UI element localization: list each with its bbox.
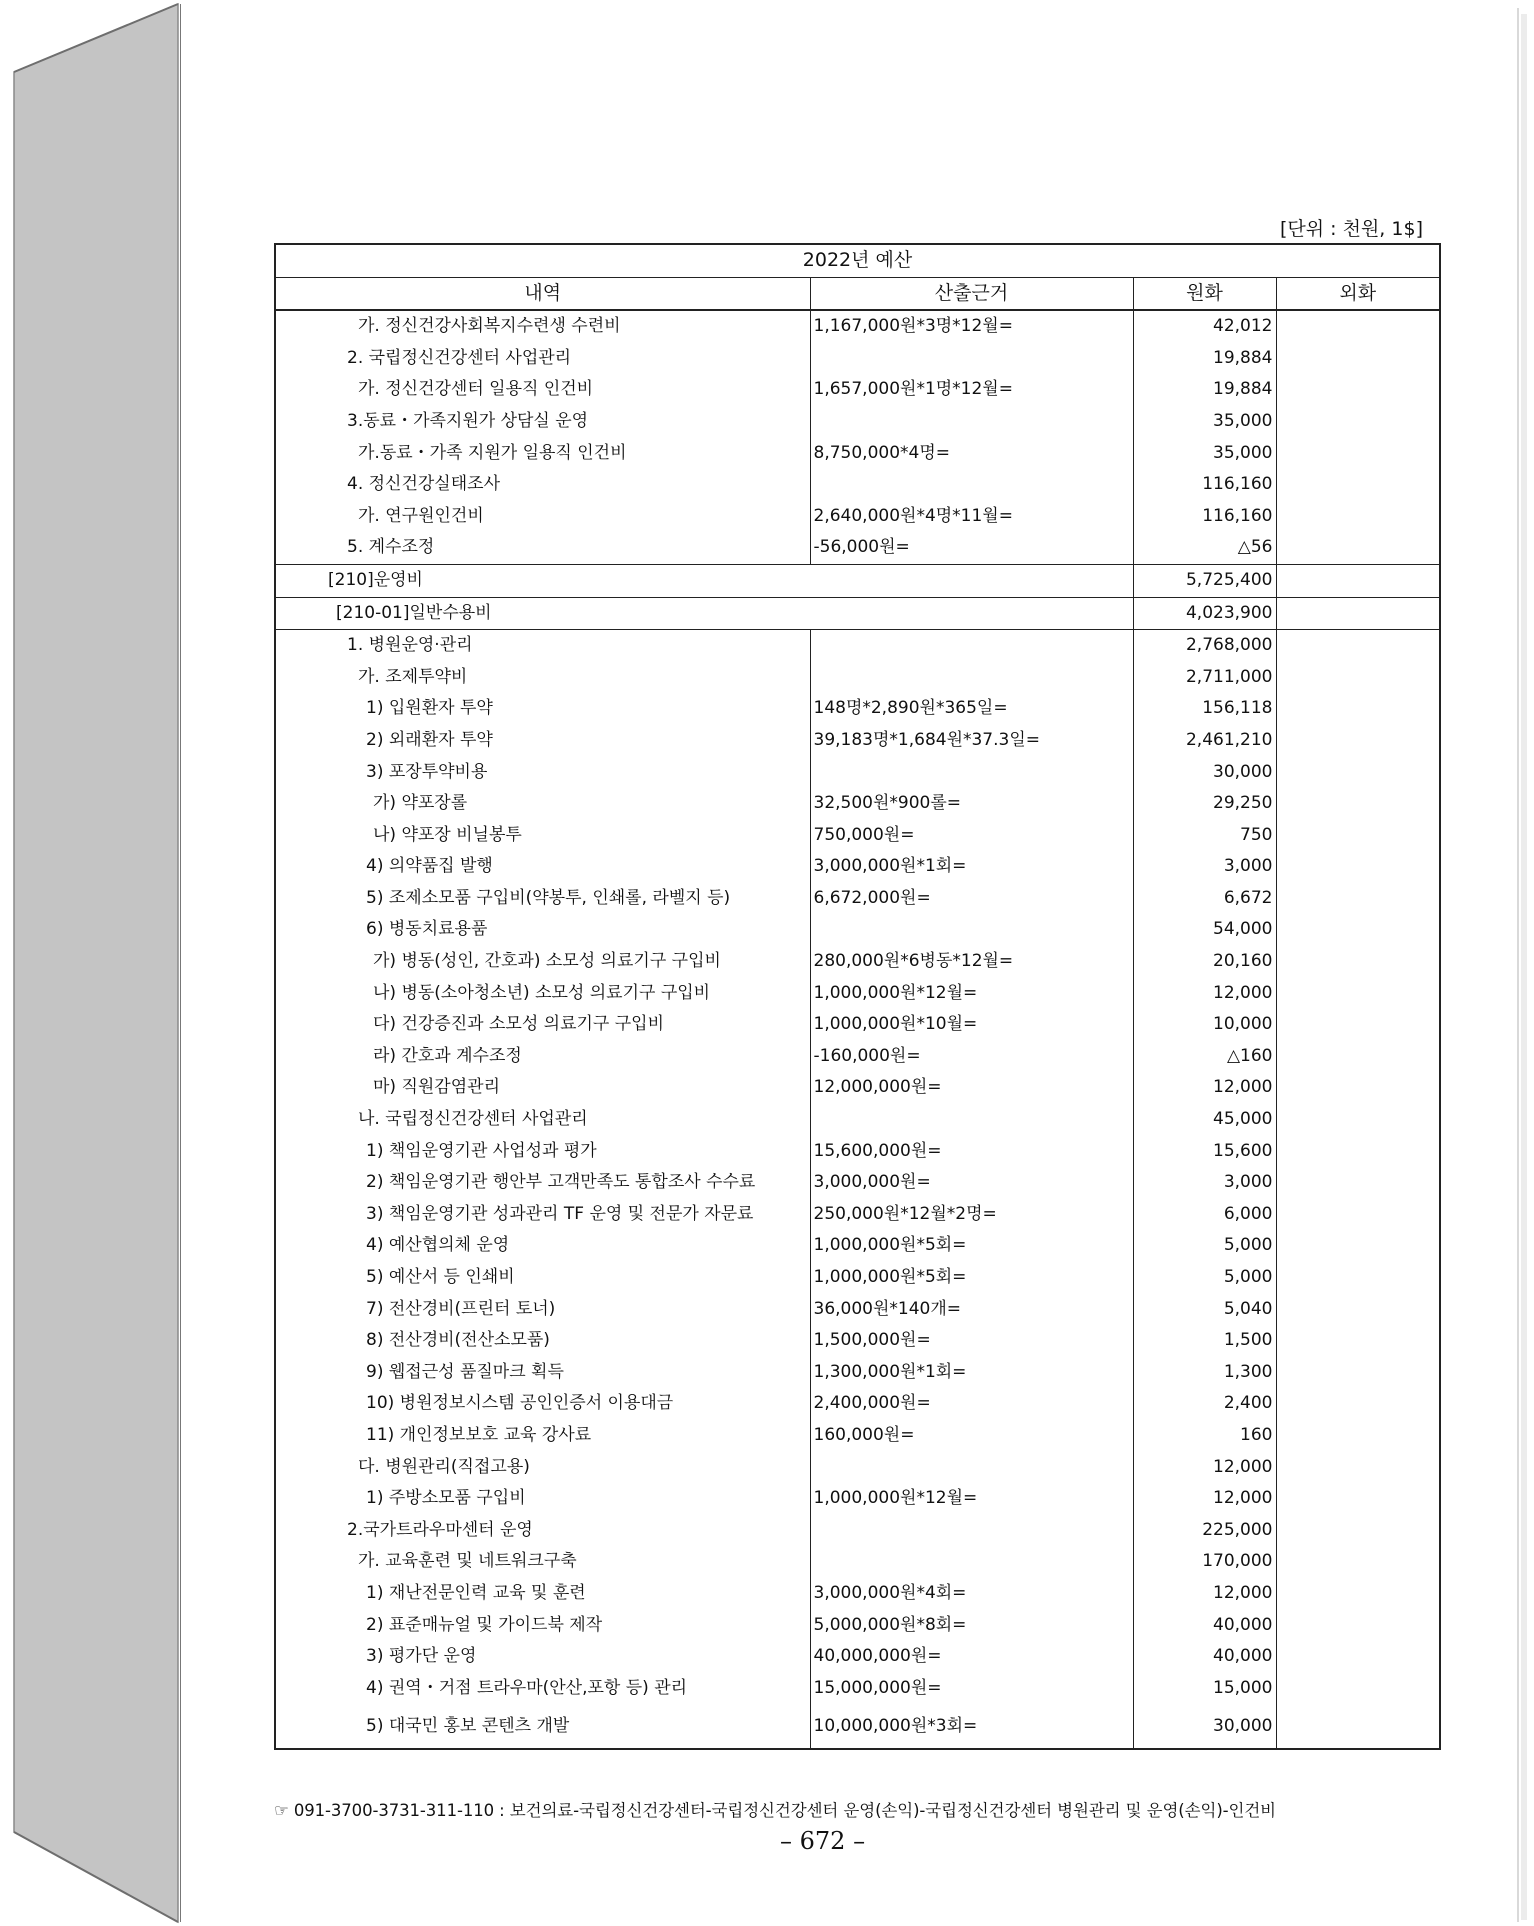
row-foreign <box>1276 1641 1440 1673</box>
row-krw: 12,000 <box>1133 1452 1276 1484</box>
table-row <box>275 1230 1440 1262</box>
row-basis: 1,657,000원*1명*12월= <box>810 374 1133 406</box>
year-header: 2022년 예산 <box>275 244 1440 277</box>
row-item: 가. 연구원인건비 <box>275 501 810 533</box>
row-krw: 6,672 <box>1133 883 1276 915</box>
row-item: 1) 입원환자 투약 <box>275 693 810 725</box>
row-basis <box>810 630 1133 662</box>
row-item: 2) 책임운영기관 행안부 고객만족도 통합조사 수수료 <box>275 1167 810 1199</box>
row-item: 가. 정신건강센터 일용직 인건비 <box>275 374 810 406</box>
row-krw: 15,600 <box>1133 1136 1276 1168</box>
row-krw: 12,000 <box>1133 1483 1276 1515</box>
row-krw: 1,300 <box>1133 1357 1276 1389</box>
table-row <box>275 469 1440 501</box>
table-row <box>275 1041 1440 1073</box>
row-foreign <box>1276 374 1440 406</box>
table-row <box>275 1452 1440 1484</box>
row-item: 8) 전산경비(전산소모품) <box>275 1325 810 1357</box>
row-item: 9) 웹접근성 품질마크 획득 <box>275 1357 810 1389</box>
row-item: 2.국가트라우마센터 운영 <box>275 1515 810 1547</box>
table-row <box>275 978 1440 1010</box>
table-row <box>275 1357 1440 1389</box>
row-foreign <box>1276 1610 1440 1642</box>
row-basis: 148명*2,890원*365일= <box>810 693 1133 725</box>
table-row <box>275 310 1440 343</box>
row-basis: 2,400,000원= <box>810 1388 1133 1420</box>
column-header-basis: 산출근거 <box>810 277 1133 310</box>
row-item: 1) 주방소모품 구입비 <box>275 1483 810 1515</box>
row-item: 가) 약포장롤 <box>275 788 810 820</box>
row-krw: 170,000 <box>1133 1546 1276 1578</box>
row-item: 가. 조제투약비 <box>275 662 810 694</box>
table-row <box>275 1262 1440 1294</box>
row-krw: 29,250 <box>1133 788 1276 820</box>
table-row <box>275 693 1440 725</box>
row-basis: 1,000,000원*12월= <box>810 1483 1133 1515</box>
row-foreign <box>1276 310 1440 343</box>
row-item: [210]운영비 <box>275 564 1133 597</box>
row-foreign <box>1276 1294 1440 1326</box>
row-basis <box>810 469 1133 501</box>
row-foreign <box>1276 693 1440 725</box>
row-item: 가. 교육훈련 및 네트워크구축 <box>275 1546 810 1578</box>
row-basis: 1,000,000원*10월= <box>810 1009 1133 1041</box>
row-foreign <box>1276 1325 1440 1357</box>
column-header-item: 내역 <box>275 277 810 310</box>
row-krw: 2,768,000 <box>1133 630 1276 662</box>
row-krw: 6,000 <box>1133 1199 1276 1231</box>
row-basis: 3,000,000원*4회= <box>810 1578 1133 1610</box>
row-item: 라) 간호과 계수조정 <box>275 1041 810 1073</box>
row-krw: 2,711,000 <box>1133 662 1276 694</box>
table-row <box>275 1388 1440 1420</box>
row-krw: 12,000 <box>1133 1072 1276 1104</box>
column-header-row <box>275 277 1440 310</box>
row-krw: 2,461,210 <box>1133 725 1276 757</box>
row-foreign <box>1276 1388 1440 1420</box>
row-basis: 39,183명*1,684원*37.3일= <box>810 725 1133 757</box>
table-row <box>275 406 1440 438</box>
row-item: 1. 병원운영·관리 <box>275 630 810 662</box>
table-row <box>275 1104 1440 1136</box>
table-row <box>275 1136 1440 1168</box>
row-krw: 42,012 <box>1133 310 1276 343</box>
row-item: 나) 병동(소아청소년) 소모성 의료기구 구입비 <box>275 978 810 1010</box>
row-basis <box>810 757 1133 789</box>
row-foreign <box>1276 469 1440 501</box>
row-krw: 2,400 <box>1133 1388 1276 1420</box>
row-foreign <box>1276 1704 1440 1749</box>
row-basis: 1,300,000원*1회= <box>810 1357 1133 1389</box>
page-number: – 672 – <box>780 1827 866 1855</box>
row-krw: 225,000 <box>1133 1515 1276 1547</box>
row-krw: 5,000 <box>1133 1262 1276 1294</box>
row-item: 5) 예산서 등 인쇄비 <box>275 1262 810 1294</box>
row-item: 나. 국립정신건강센터 사업관리 <box>275 1104 810 1136</box>
row-item: 1) 재난전문인력 교육 및 훈련 <box>275 1578 810 1610</box>
row-foreign <box>1276 438 1440 470</box>
row-foreign <box>1276 1104 1440 1136</box>
account-code-footnote: ☞ 091-3700-3731-311-110 : 보건의료-국립정신건강센터-국립정신건강센터 운영(손익)-국립정신건강센터 병원관리 및 운영(손익)-인건비 <box>274 1801 1277 1820</box>
row-item: [210-01]일반수용비 <box>275 597 1133 630</box>
row-item: 2) 외래환자 투약 <box>275 725 810 757</box>
row-foreign <box>1276 883 1440 915</box>
row-krw: 156,118 <box>1133 693 1276 725</box>
table-row <box>275 1420 1440 1452</box>
row-foreign <box>1276 1483 1440 1515</box>
row-krw: 19,884 <box>1133 374 1276 406</box>
row-item: 가. 정신건강사회복지수련생 수련비 <box>275 310 810 343</box>
row-krw: 19,884 <box>1133 343 1276 375</box>
table-row <box>275 1704 1440 1749</box>
row-krw: 30,000 <box>1133 757 1276 789</box>
row-foreign <box>1276 946 1440 978</box>
row-foreign <box>1276 1262 1440 1294</box>
table-row <box>275 1072 1440 1104</box>
table-row <box>275 438 1440 470</box>
row-foreign <box>1276 343 1440 375</box>
row-foreign <box>1276 1072 1440 1104</box>
row-foreign <box>1276 914 1440 946</box>
row-krw: 10,000 <box>1133 1009 1276 1041</box>
row-basis: 15,000,000원= <box>810 1673 1133 1705</box>
row-foreign <box>1276 1515 1440 1547</box>
table-row <box>275 788 1440 820</box>
row-krw: △56 <box>1133 532 1276 564</box>
row-basis: 36,000원*140개= <box>810 1294 1133 1326</box>
row-krw: 35,000 <box>1133 406 1276 438</box>
row-foreign <box>1276 1546 1440 1578</box>
row-foreign <box>1276 1199 1440 1231</box>
row-basis <box>810 1104 1133 1136</box>
table-row <box>275 374 1440 406</box>
table-row <box>275 597 1440 630</box>
budget-table <box>274 243 1441 1750</box>
table-row <box>275 1546 1440 1578</box>
row-basis: 32,500원*900롤= <box>810 788 1133 820</box>
table-row <box>275 1515 1440 1547</box>
row-foreign <box>1276 501 1440 533</box>
row-item: 5) 대국민 홍보 콘텐츠 개발 <box>275 1704 810 1749</box>
table-row <box>275 1294 1440 1326</box>
table-row <box>275 883 1440 915</box>
table-row <box>275 1167 1440 1199</box>
row-basis: 3,000,000원*1회= <box>810 851 1133 883</box>
year-header-row <box>275 244 1440 277</box>
row-krw: 12,000 <box>1133 978 1276 1010</box>
row-foreign <box>1276 1136 1440 1168</box>
row-item: 3) 평가단 운영 <box>275 1641 810 1673</box>
row-basis <box>810 662 1133 694</box>
unit-note: [단위 : 천원, 1$] <box>1280 218 1423 240</box>
table-row <box>275 532 1440 564</box>
row-basis: 750,000원= <box>810 820 1133 852</box>
row-item: 10) 병원정보시스템 공인인증서 이용대금 <box>275 1388 810 1420</box>
row-krw: △160 <box>1133 1041 1276 1073</box>
row-foreign <box>1276 1009 1440 1041</box>
row-basis: 1,000,000원*12월= <box>810 978 1133 1010</box>
row-foreign <box>1276 1230 1440 1262</box>
row-item: 6) 병동치료용품 <box>275 914 810 946</box>
row-krw: 5,725,400 <box>1133 564 1276 597</box>
table-row <box>275 725 1440 757</box>
row-item: 1) 책임운영기관 사업성과 평가 <box>275 1136 810 1168</box>
row-krw: 1,500 <box>1133 1325 1276 1357</box>
table-row <box>275 564 1440 597</box>
table-row <box>275 1610 1440 1642</box>
row-foreign <box>1276 406 1440 438</box>
row-basis: 8,750,000*4명= <box>810 438 1133 470</box>
row-item: 3) 책임운영기관 성과관리 TF 운영 및 전문가 자문료 <box>275 1199 810 1231</box>
table-row <box>275 1673 1440 1705</box>
row-foreign <box>1276 978 1440 1010</box>
row-krw: 20,160 <box>1133 946 1276 978</box>
row-item: 4. 정신건강실태조사 <box>275 469 810 501</box>
table-row <box>275 946 1440 978</box>
row-basis: 160,000원= <box>810 1420 1133 1452</box>
table-row <box>275 851 1440 883</box>
row-krw: 12,000 <box>1133 1578 1276 1610</box>
row-foreign <box>1276 597 1440 630</box>
row-basis: 40,000,000원= <box>810 1641 1133 1673</box>
row-item: 11) 개인정보보호 교육 강사료 <box>275 1420 810 1452</box>
row-basis: -56,000원= <box>810 532 1133 564</box>
row-basis: 3,000,000원= <box>810 1167 1133 1199</box>
row-krw: 54,000 <box>1133 914 1276 946</box>
row-basis <box>810 1546 1133 1578</box>
row-item: 5) 조제소모품 구입비(약봉투, 인쇄롤, 라벨지 등) <box>275 883 810 915</box>
row-foreign <box>1276 1420 1440 1452</box>
row-item: 7) 전산경비(프린터 토너) <box>275 1294 810 1326</box>
row-krw: 750 <box>1133 820 1276 852</box>
row-foreign <box>1276 662 1440 694</box>
row-item: 다. 병원관리(직접고용) <box>275 1452 810 1484</box>
row-basis: 5,000,000원*8회= <box>810 1610 1133 1642</box>
row-basis <box>810 406 1133 438</box>
table-row <box>275 662 1440 694</box>
row-foreign <box>1276 1167 1440 1199</box>
column-header-foreign: 외화 <box>1276 277 1440 310</box>
row-basis: 1,167,000원*3명*12월= <box>810 310 1133 343</box>
row-basis: 250,000원*12월*2명= <box>810 1199 1133 1231</box>
row-basis: 1,000,000원*5회= <box>810 1230 1133 1262</box>
row-basis: 6,672,000원= <box>810 883 1133 915</box>
table-row <box>275 914 1440 946</box>
row-krw: 30,000 <box>1133 1704 1276 1749</box>
row-basis: 12,000,000원= <box>810 1072 1133 1104</box>
table-row <box>275 1641 1440 1673</box>
row-item: 3) 포장투약비용 <box>275 757 810 789</box>
table-row <box>275 1325 1440 1357</box>
column-header-krw: 원화 <box>1133 277 1276 310</box>
row-basis: 280,000원*6병동*12월= <box>810 946 1133 978</box>
row-foreign <box>1276 1578 1440 1610</box>
table-row <box>275 1009 1440 1041</box>
row-krw: 5,000 <box>1133 1230 1276 1262</box>
row-item: 마) 직원감염관리 <box>275 1072 810 1104</box>
row-foreign <box>1276 851 1440 883</box>
row-krw: 116,160 <box>1133 501 1276 533</box>
row-krw: 160 <box>1133 1420 1276 1452</box>
row-basis: 2,640,000원*4명*11월= <box>810 501 1133 533</box>
row-krw: 45,000 <box>1133 1104 1276 1136</box>
row-item: 4) 예산협의체 운영 <box>275 1230 810 1262</box>
row-basis: -160,000원= <box>810 1041 1133 1073</box>
row-item: 가) 병동(성인, 간호과) 소모성 의료기구 구입비 <box>275 946 810 978</box>
table-row <box>275 1578 1440 1610</box>
row-item: 5. 계수조정 <box>275 532 810 564</box>
row-foreign <box>1276 725 1440 757</box>
row-basis: 15,600,000원= <box>810 1136 1133 1168</box>
table-row <box>275 501 1440 533</box>
table-row <box>275 343 1440 375</box>
row-item: 가.동료・가족 지원가 일용직 인건비 <box>275 438 810 470</box>
row-foreign <box>1276 564 1440 597</box>
row-foreign <box>1276 1673 1440 1705</box>
row-krw: 116,160 <box>1133 469 1276 501</box>
row-item: 나) 약포장 비닐봉투 <box>275 820 810 852</box>
row-foreign <box>1276 820 1440 852</box>
row-item: 4) 의약품집 발행 <box>275 851 810 883</box>
row-basis <box>810 1515 1133 1547</box>
table-row <box>275 757 1440 789</box>
row-item: 2. 국립정신건강센터 사업관리 <box>275 343 810 375</box>
row-krw: 15,000 <box>1133 1673 1276 1705</box>
table-row <box>275 820 1440 852</box>
table-row <box>275 630 1440 662</box>
row-foreign <box>1276 757 1440 789</box>
row-basis <box>810 914 1133 946</box>
row-item: 3.동료・가족지원가 상담실 운영 <box>275 406 810 438</box>
row-basis: 1,500,000원= <box>810 1325 1133 1357</box>
row-krw: 40,000 <box>1133 1610 1276 1642</box>
row-foreign <box>1276 630 1440 662</box>
row-foreign <box>1276 1357 1440 1389</box>
row-krw: 35,000 <box>1133 438 1276 470</box>
row-item: 2) 표준매뉴얼 및 가이드북 제작 <box>275 1610 810 1642</box>
table-row <box>275 1483 1440 1515</box>
row-foreign <box>1276 788 1440 820</box>
row-foreign <box>1276 532 1440 564</box>
row-foreign <box>1276 1452 1440 1484</box>
row-basis <box>810 343 1133 375</box>
row-krw: 40,000 <box>1133 1641 1276 1673</box>
row-krw: 3,000 <box>1133 851 1276 883</box>
row-krw: 5,040 <box>1133 1294 1276 1326</box>
row-basis: 1,000,000원*5회= <box>810 1262 1133 1294</box>
row-krw: 4,023,900 <box>1133 597 1276 630</box>
row-item: 4) 권역・거점 트라우마(안산,포항 등) 관리 <box>275 1673 810 1705</box>
row-basis: 10,000,000원*3회= <box>810 1704 1133 1749</box>
row-foreign <box>1276 1041 1440 1073</box>
table-row <box>275 1199 1440 1231</box>
row-basis <box>810 1452 1133 1484</box>
row-krw: 3,000 <box>1133 1167 1276 1199</box>
row-item: 다) 건강증진과 소모성 의료기구 구입비 <box>275 1009 810 1041</box>
